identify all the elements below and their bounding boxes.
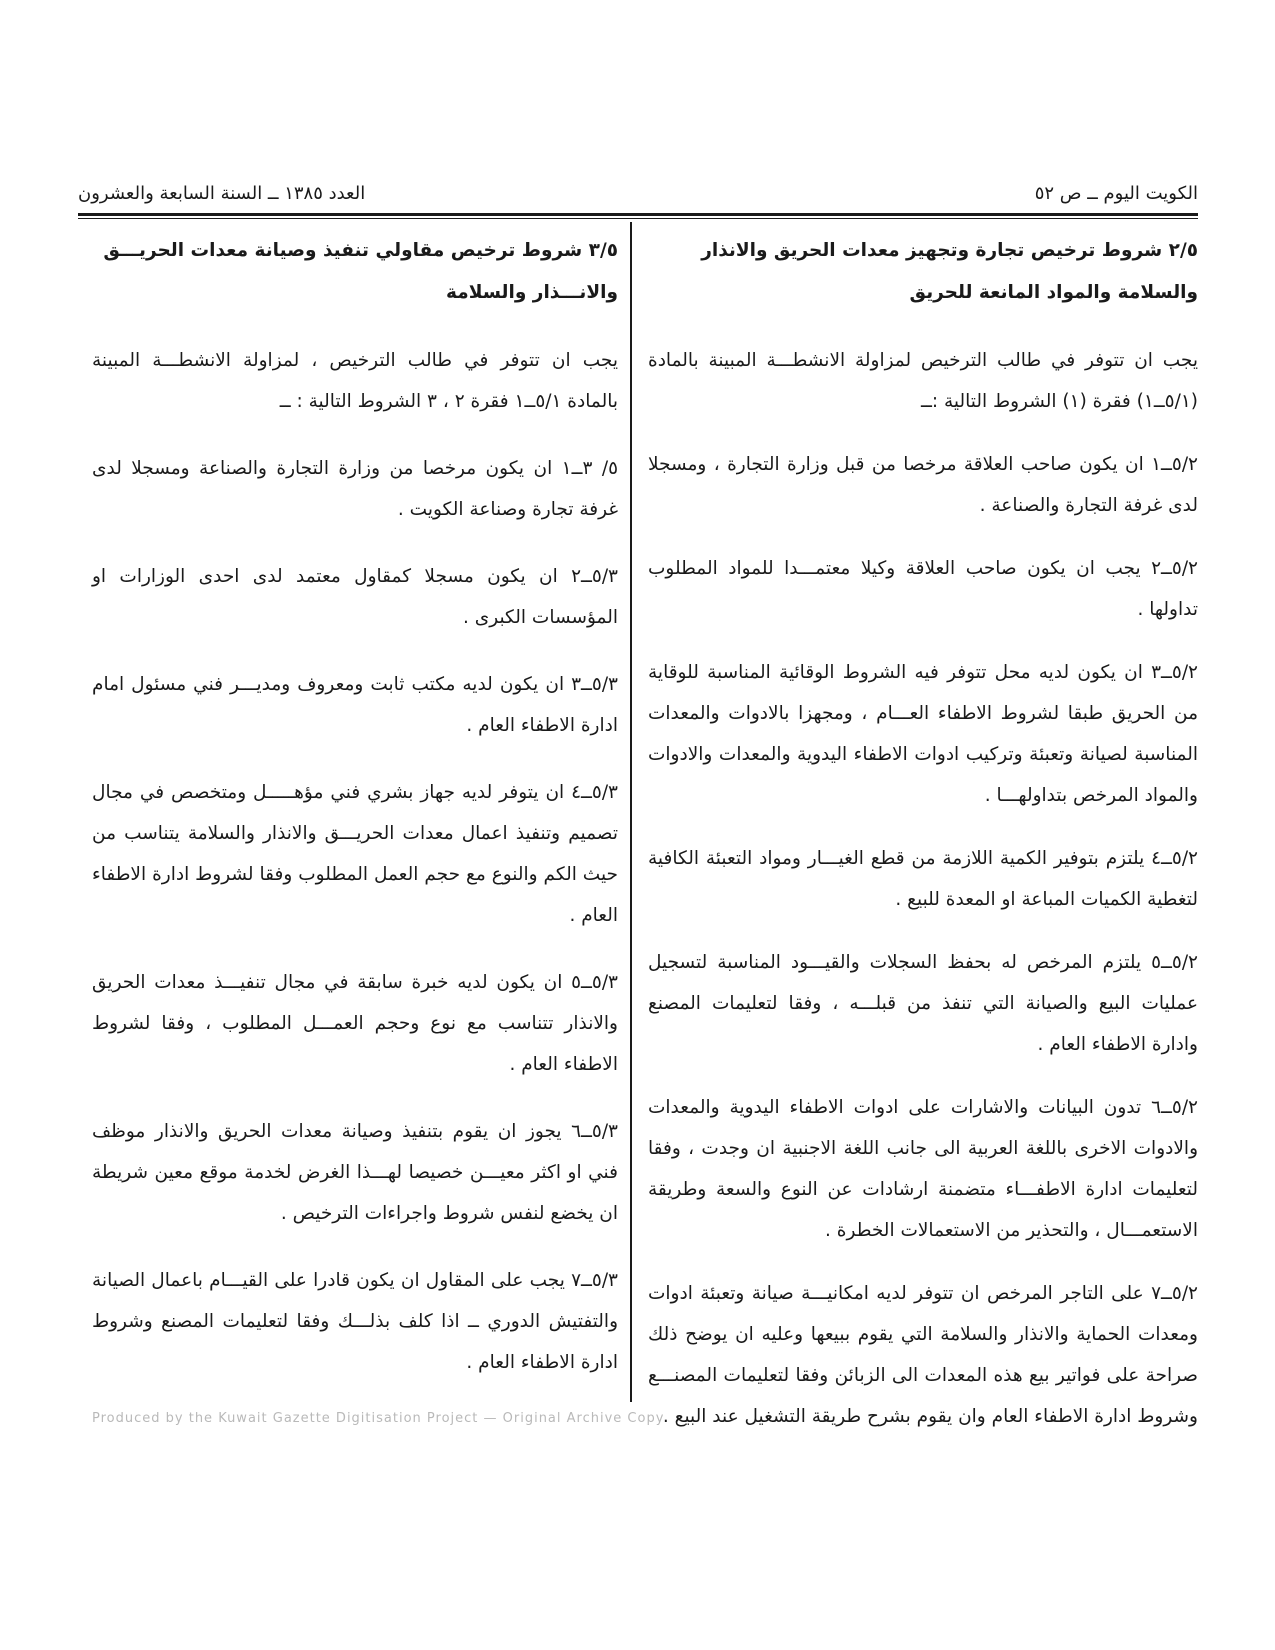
paragraph: ٥/٣ــ٤ ان يتوفر لديه جهاز بشري فني مؤهـــــل ومتخصص في مجال تصميم وتنفيذ اعمال معدات الحريـــق والانذار والسلامة يتناسب من حيث الكم والنوع مع حجم العمل المطلوب وفقا لشروط ادارة الاطفاء العام .: [92, 782, 618, 926]
gazette-page-label: الكويت اليوم ــ ص ٥٢: [1034, 183, 1198, 204]
page-header: [78, 180, 1198, 210]
paragraph: ٥/٢ــ٤ يلتزم بتوفير الكمية اللازمة من قطع الغيـــار ومواد التعبئة الكافية لتغطية الكميات المباعة او المعدة للبيع .: [648, 848, 1198, 910]
paragraph: ٥/ ٣ــ١ ان يكون مرخصا من وزارة التجارة والصناعة ومسجلا لدى غرفة تجارة وصناعة الكويت .: [92, 458, 618, 520]
section-heading: ٣/٥ شروط ترخيص مقاولي تنفيذ وصيانة معدات الحريـــق والانـــذار والسلامة: [103, 240, 618, 303]
paragraph: ٥/٣ــ٢ ان يكون مسجلا كمقاول معتمد لدى احدى الوزارات او المؤسسات الكبرى .: [92, 566, 618, 628]
paragraph: يجب ان تتوفر في طالب الترخيص ، لمزاولة الانشطـــة المبينة بالمادة ٥/١ــ١ فقرة ٢ ، ٣ الشروط التالية : ــ: [92, 350, 618, 412]
paragraph: ٥/٣ــ٥ ان يكون لديه خبرة سابقة في مجال تنفيـــذ معدات الحريق والانذار تتناسب مع نوع وحجم العمـــل المطلوب ، وفقا لشروط الاطفاء العام .: [92, 972, 618, 1075]
paragraph: ٥/٢ــ٦ تدون البيانات والاشارات على ادوات الاطفاء اليدوية والمعدات والادوات الاخرى باللغة العربية الى جانب اللغة الاجنبية ان وجدت ، وفقا لتعليمات ادارة الاطفـــاء متضمنة ارشادات عن النوع والسعة وطريقة الاستعمـــال ، والتحذير من الاستعمالات الخطرة .: [648, 1097, 1198, 1241]
paragraph: ٥/٣ــ٧ يجب على المقاول ان يكون قادرا على القيـــام باعمال الصيانة والتفتيش الدوري ــ اذا كلف بذلـــك وفقا لتعليمات المصنع وشروط ادارة الاطفاء العام .: [92, 1270, 618, 1373]
issue-label: العدد ١٣٨٥ ــ السنة السابعة والعشرون: [78, 183, 366, 204]
column-divider: [630, 222, 632, 1402]
header-rule: [78, 213, 1198, 216]
left-column: [92, 224, 618, 1409]
paragraph: ٥/٢ــ٢ يجب ان يكون صاحب العلاقة وكيلا معتمـــدا للمواد المطلوب تداولها .: [648, 558, 1198, 620]
paragraph: ٥/٣ــ٣ ان يكون لديه مكتب ثابت ومعروف ومديـــر فني مسئول امام ادارة الاطفاء العام .: [92, 674, 618, 736]
paragraph: ٥/٢ــ٣ ان يكون لديه محل تتوفر فيه الشروط الوقائية المناسبة للوقاية من الحريق طبقا لشروط الاطفاء العـــام ، ومجهزا بالادوات والمعدات المناسبة لصيانة وتعبئة وتركيب ادوات الاطفاء اليدوية والمعدات والادوات والمواد المرخص بتداولهـــا .: [648, 662, 1198, 806]
paragraph: يجب ان تتوفر في طالب الترخيص لمزاولة الانشطـــة المبينة بالمادة (٥/١ــ١) فقرة (١) الشروط التالية :ــ: [648, 350, 1198, 412]
section-heading: ٢/٥ شروط ترخيص تجارة وتجهيز معدات الحريق والانذار والسلامة والمواد المانعة للحريق: [701, 240, 1198, 303]
paragraph: ٥/٢ــ٧ على التاجر المرخص ان تتوفر لديه امكانيـــة صيانة وتعبئة ادوات ومعدات الحماية والانذار والسلامة التي يقوم ببيعها وعليه ان يوضح ذلك صراحة على فواتير بيع هذه المعدات الى الزبائن وفقا لتعليمات المصنـــع وشروط ادارة الاطفاء العام وان يقوم بشرح طريقة التشغيل عند البيع .: [648, 1283, 1198, 1427]
paragraph: ٥/٣ــ٦ يجوز ان يقوم بتنفيذ وصيانة معدات الحريق والانذار موظف فني او اكثر معيـــن خصيصا لهـــذا الغرض لخدمة موقع معين شريطة ان يخضع لنفس شروط واجراءات الترخيص .: [92, 1121, 618, 1224]
paragraph: ٥/٢ــ١ ان يكون صاحب العلاقة مرخصا من قبل وزارة التجارة ، ومسجلا لدى غرفة التجارة والصناعة .: [648, 454, 1198, 516]
scan-footnote: Produced by the Kuwait Gazette Digitisation Project — Original Archive Copy: [92, 1411, 665, 1426]
header-rule-thin: [78, 218, 1198, 219]
right-column: [648, 224, 1198, 1459]
paragraph: ٥/٢ــ٥ يلتزم المرخص له بحفظ السجلات والقيـــود المناسبة لتسجيل عمليات البيع والصيانة التي تنفذ من قبلـــه ، وفقا لتعليمات المصنع وادارة الاطفاء العام .: [648, 952, 1198, 1055]
